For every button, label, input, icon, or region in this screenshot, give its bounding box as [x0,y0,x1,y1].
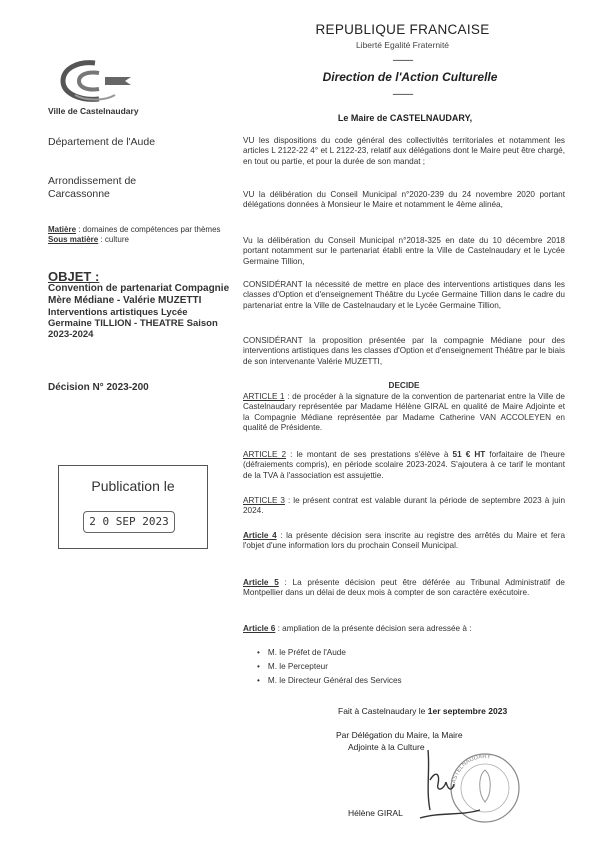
considerant-paragraph-2: CONSIDÉRANT la proposition présentée par la compagnie Médiane pour des interventions artistiques dans les classes d'Option et d'enseignement Théâtre par le biais de son intervenante Valérie MUZETTI, [243,336,566,366]
article-2-pre: : le montant de ses prestations s'élève à [286,450,453,459]
header-separator: ---------- [392,55,413,65]
direction-title: Direction de l'Action Culturelle [322,70,498,84]
objet-block [48,270,233,340]
signatory-name: Hélène GIRAL [348,808,403,818]
vu-paragraph-3: Vu la délibération du Conseil Municipal n°2018-325 en date du 10 décembre 2018 portant notamment sur le partenariat établi entre la Ville de Castelnaudary et le Lycée Germaine Tillion, [243,236,565,266]
decide-heading: DECIDE [388,381,420,390]
publication-stamp [58,465,208,549]
article-2-amount: 51 € HT [452,450,486,459]
objet-label: OBJET : [48,269,100,284]
recipient-item: • M. le Préfet de l'Aude [257,646,565,660]
article-6 [243,624,565,634]
recipient-item: • M. le Percepteur [257,660,565,674]
sous-matiere-value: : culture [98,235,129,244]
delegation-line: Par Délégation du Maire, la Maire [336,730,463,740]
objet-detail: Interventions artistiques Lycée Germaine TILLION - THEATRE Saison 2023-2024 [48,307,218,340]
article-2-post: forfaitaire de l'heure (défraiements compris), en période scolaire 2023-2024. S'ajoutera à ce tarif le montant de la TVA à l'association est assujettie. [243,450,565,480]
matiere [48,225,223,245]
republic-motto: Liberté Egalité Fraternité [355,40,450,50]
article-3-label: ARTICLE 3 [243,496,285,505]
article-1-label: ARTICLE 1 [243,392,285,401]
decision-number: Décision N° 2023-200 [48,382,149,393]
departement: Département de l'Aude [48,136,156,148]
article-5 [243,578,565,599]
recipient-item: • M. le Directeur Général des Services [257,674,565,688]
publication-date: 2 0 SEP 2023 [83,511,175,533]
article-1-text: : de procéder à la signature de la convention de partenariat entre la Ville de Castelnaudary représentée par Madame Hélène GIRAL en qualité de Maire Adjointe et la Compagnie Médiane représentée par Madame Catherine VAN ACCOLEYEN en qualité de Présidente. [243,392,565,432]
matiere-value: : domaines de compétences par thèmes [76,225,221,234]
logo-caption: Ville de Castelnaudary [48,106,139,116]
fait-place: Fait à Castelnaudary le [338,706,428,716]
arrondissement: Arrondissement de Carcassonne [48,175,137,200]
city-logo [55,55,135,105]
article-5-text: : La présente décision peut être déférée au Tribunal Administratif de Montpellier dans un délai de deux mois à compter de son caractère exécutoire. [243,578,565,598]
fait-line [338,706,558,717]
article-2-label: ARTICLE 2 [243,450,287,459]
maire-heading: Le Maire de CASTELNAUDARY, [337,113,473,123]
vu-paragraph-1: VU les dispositions du code général des collectivités territoriales et notamment les articles L 2122-22 4° et L 2122-23, relatif aux délégations dont le Maire peut être chargé, en tout ou partie, et pour la durée de son mandat ; [243,136,565,166]
article-1 [243,392,565,433]
header-separator: ---------- [392,89,413,99]
article-6-label: Article 6 [243,624,276,633]
recipient-list [243,646,565,688]
fait-date: 1er septembre 2023 [427,706,508,716]
sous-matiere-label: Sous matière [48,235,99,244]
objet-text: Convention de partenariat Compagnie Mère Médiane - Valérie MUZETTI [48,283,230,306]
republic-title: REPUBLIQUE FRANCAISE [315,22,490,37]
article-4 [243,531,565,552]
article-4-label: Article 4 [243,531,277,540]
vu-paragraph-2: VU la délibération du Conseil Municipal n°2020-239 du 24 novembre 2020 portant délégations données à Monsieur le Maire et notamment le 4ème alinéa, [243,190,565,210]
adjointe-line: Adjointe à la Culture [348,742,425,752]
article-3-text: : le présent contrat est valable durant la période de septembre 2023 à juin 2024. [243,496,565,516]
considerant-paragraph-1: CONSIDÉRANT la nécessité de mettre en place des interventions artistiques dans les classes d'Option et d'enseignement Théâtre du Lycée Germaine Tillion dans le cadre du partenariat entre la Ville de Castelnaudary et le Lycée Germaine Tillion, [243,280,565,310]
article-3 [243,496,565,517]
article-6-text: : ampliation de la présente décision sera adressée à : [275,624,472,633]
matiere-label: Matière [48,225,77,234]
seal-text: CASTELNAUDARY [450,753,492,789]
article-2 [243,450,565,481]
article-5-label: Article 5 [243,578,279,587]
publication-label: Publication le [91,478,175,494]
city-logo-icon [55,55,135,105]
article-4-text: : la présente décision sera inscrite au registre des arrêtés du Maire et fera l'objet d'une information lors du prochain Conseil Municipal. [243,531,565,551]
